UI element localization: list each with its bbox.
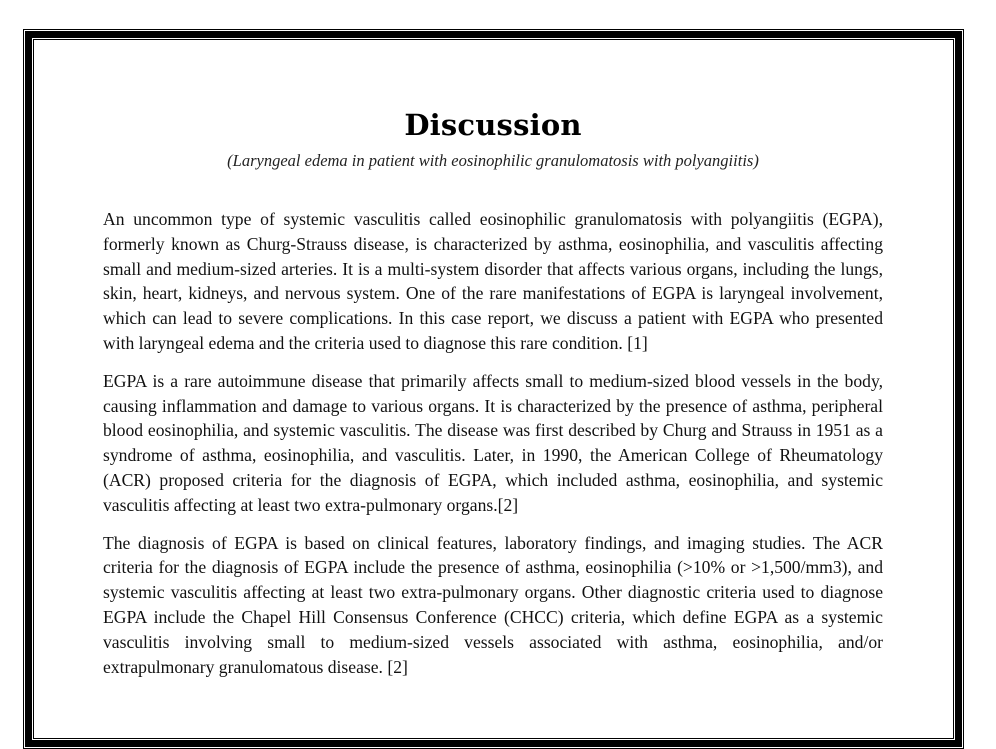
paragraph: The diagnosis of EGPA is based on clinical features, laboratory findings, and imaging studies. The ACR criteria for the diagnosis of EGPA include the presence of asthma, eosinophilia (>10% or >1,500/mm3), and systemic vasculitis affecting at least two extra-pulmonary organs. Other diagnostic criteria used to diagnose EGPA include the Chapel Hill Consensus Conference (CHCC) criteria, which define EGPA as a systemic vasculitis involving small to medium-sized vessels associated with asthma, eosinophilia, and/or extrapulmonary granulomatous disease. [2] <box>103 532 883 677</box>
paragraph: EGPA is a rare autoimmune disease that primarily affects small to medium-sized blood vessels in the body, causing inflammation and damage to various organs. It is characterized by the presence of asthma, peripheral blood eosinophilia, and systemic vasculitis. The disease was first described by Churg and Strauss in 1951 as a syndrome of asthma, eosinophilia, and vasculitis. Later, in 1990, the American College of Rheumatology (ACR) proposed criteria for the diagnosis of EGPA, which included asthma, eosinophilia, and systemic vasculitis affecting at least two extra-pulmonary organs.[2] <box>103 370 883 515</box>
paragraph: An uncommon type of systemic vasculitis called eosinophilic granulomatosis with polyangiitis (EGPA), formerly known as Churg-Strauss disease, is characterized by asthma, eosinophilia, and vasculitis affecting small and medium-sized arteries. It is a multi-system disorder that affects various organs, including the lungs, skin, heart, kidneys, and nervous system. One of the rare manifestations of EGPA is laryngeal involvement, which can lead to severe complications. In this case report, we discuss a patient with EGPA who presented with laryngeal edema and the criteria used to diagnose this rare condition. [1] <box>103 209 883 353</box>
document-body <box>103 207 883 692</box>
document-title: Discussion <box>404 108 582 142</box>
document-subtitle: (Laryngeal edema in patient with eosinophilic granulomatosis with polyangiitis) <box>227 151 759 170</box>
